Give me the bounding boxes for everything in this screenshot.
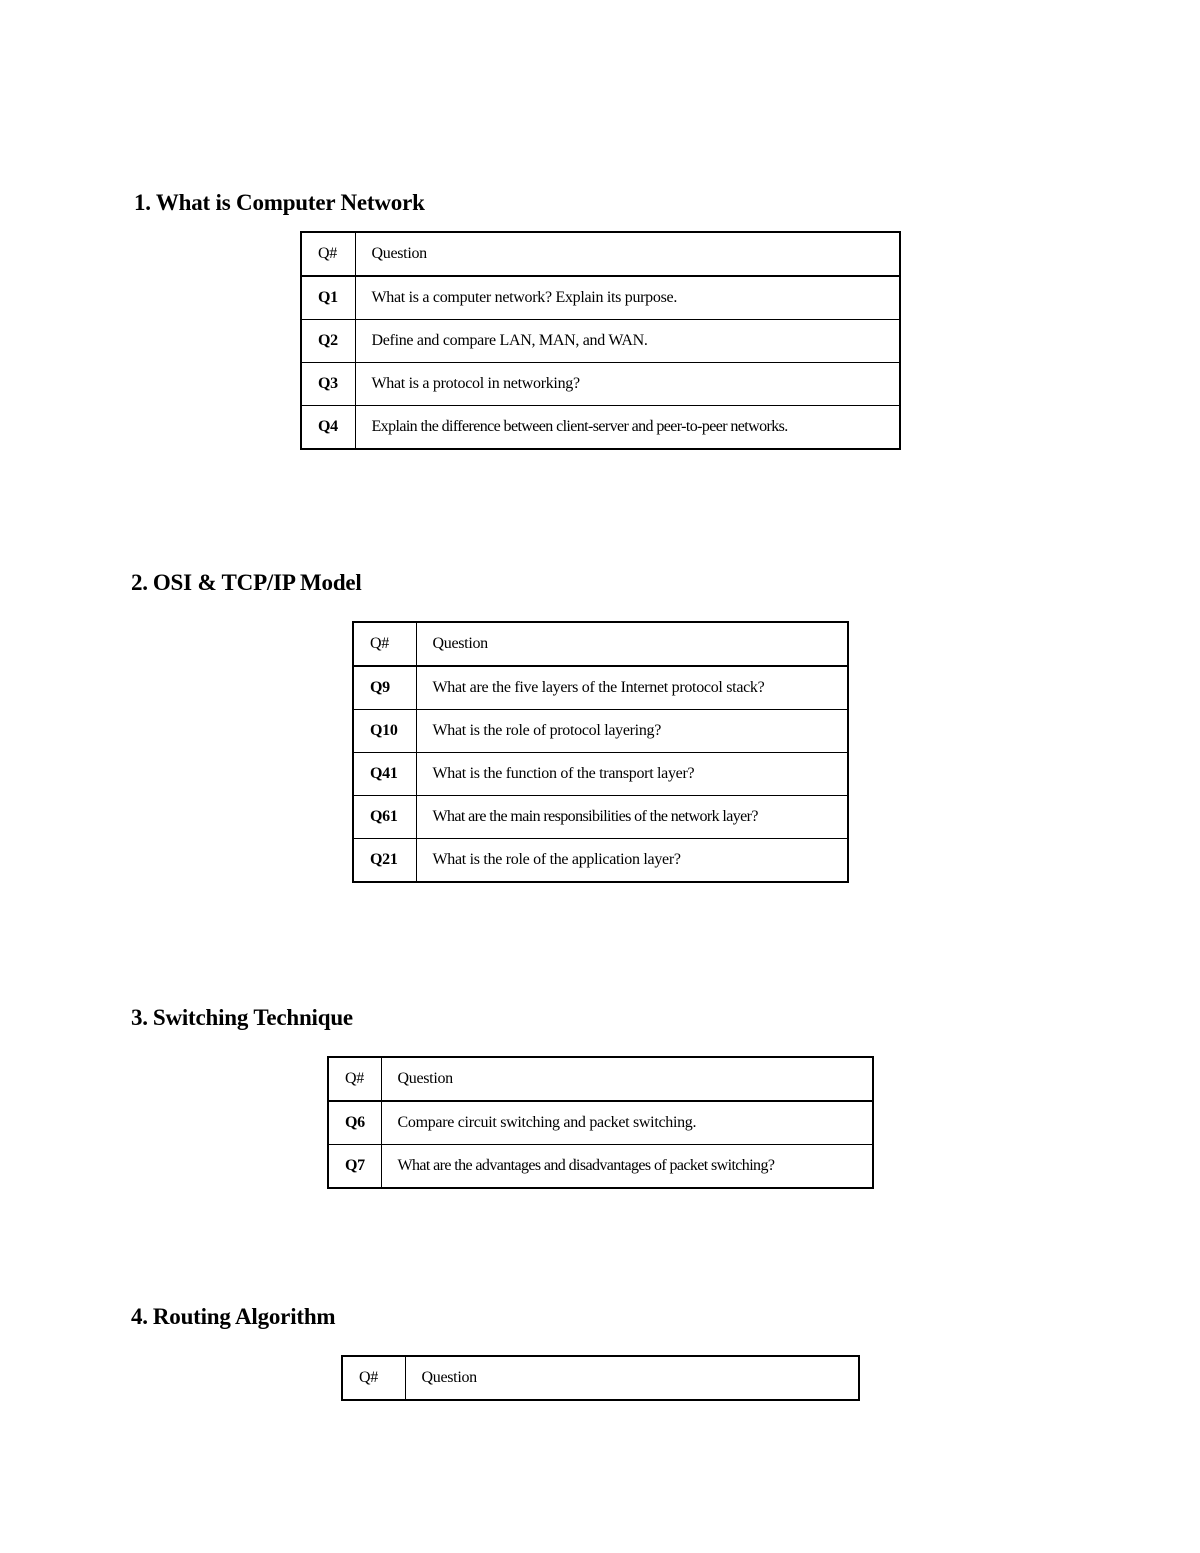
table-row xyxy=(353,796,848,839)
section-2-table xyxy=(352,621,849,883)
question-text: Compare circuit switching and packet switching. xyxy=(381,1101,873,1145)
section-title: Switching Technique xyxy=(152,1005,353,1030)
section-title: OSI & TCP/IP Model xyxy=(152,570,362,595)
table-row xyxy=(328,1101,873,1145)
question-text: What is the function of the transport layer? xyxy=(416,753,848,796)
question-text: What is the role of protocol layering? xyxy=(416,710,848,753)
table-header-row xyxy=(328,1057,873,1101)
question-number: Q21 xyxy=(353,839,416,883)
question-text: Explain the difference between client-server and peer-to-peer networks. xyxy=(355,406,900,450)
question-number: Q9 xyxy=(353,666,416,710)
question-number: Q1 xyxy=(301,276,355,320)
table-header-row xyxy=(301,232,900,276)
question-text: What is the role of the application layer? xyxy=(416,839,848,883)
table-row xyxy=(328,1145,873,1189)
table-row xyxy=(301,363,900,406)
question-text: What is a protocol in networking? xyxy=(355,363,900,406)
table-row xyxy=(353,753,848,796)
column-header-question: Question xyxy=(416,622,848,666)
section-3-table xyxy=(327,1056,874,1189)
question-number: Q10 xyxy=(353,710,416,753)
table-row xyxy=(353,710,848,753)
section-title: Routing Algorithm xyxy=(152,1304,336,1329)
section-number: 1. xyxy=(134,190,151,215)
column-header-question: Question xyxy=(405,1356,859,1400)
table-row xyxy=(301,406,900,450)
section-1-heading xyxy=(134,190,425,216)
column-header-number: Q# xyxy=(301,232,355,276)
section-4-heading xyxy=(131,1304,335,1330)
question-text: What are the advantages and disadvantages of packet switching? xyxy=(381,1145,873,1189)
table-row xyxy=(301,276,900,320)
section-title: What is Computer Network xyxy=(155,190,425,215)
column-header-number: Q# xyxy=(328,1057,381,1101)
section-2-heading xyxy=(131,570,362,596)
question-number: Q3 xyxy=(301,363,355,406)
section-number: 2. xyxy=(131,570,148,595)
question-number: Q61 xyxy=(353,796,416,839)
question-text: What are the main responsibilities of the network layer? xyxy=(416,796,848,839)
question-number: Q7 xyxy=(328,1145,381,1189)
question-text: What is a computer network? Explain its purpose. xyxy=(355,276,900,320)
question-number: Q4 xyxy=(301,406,355,450)
question-number: Q6 xyxy=(328,1101,381,1145)
question-text: Define and compare LAN, MAN, and WAN. xyxy=(355,320,900,363)
section-number: 3. xyxy=(131,1005,148,1030)
table-header-row xyxy=(342,1356,859,1400)
table-header-row xyxy=(353,622,848,666)
column-header-question: Question xyxy=(355,232,900,276)
column-header-number: Q# xyxy=(342,1356,405,1400)
section-3-heading xyxy=(131,1005,353,1031)
table-row xyxy=(353,839,848,883)
section-4-table xyxy=(341,1355,860,1401)
table-row xyxy=(353,666,848,710)
question-number: Q41 xyxy=(353,753,416,796)
question-text: What are the five layers of the Internet protocol stack? xyxy=(416,666,848,710)
table-row xyxy=(301,320,900,363)
column-header-number: Q# xyxy=(353,622,416,666)
section-1-table xyxy=(300,231,901,450)
question-number: Q2 xyxy=(301,320,355,363)
column-header-question: Question xyxy=(381,1057,873,1101)
section-number: 4. xyxy=(131,1304,148,1329)
